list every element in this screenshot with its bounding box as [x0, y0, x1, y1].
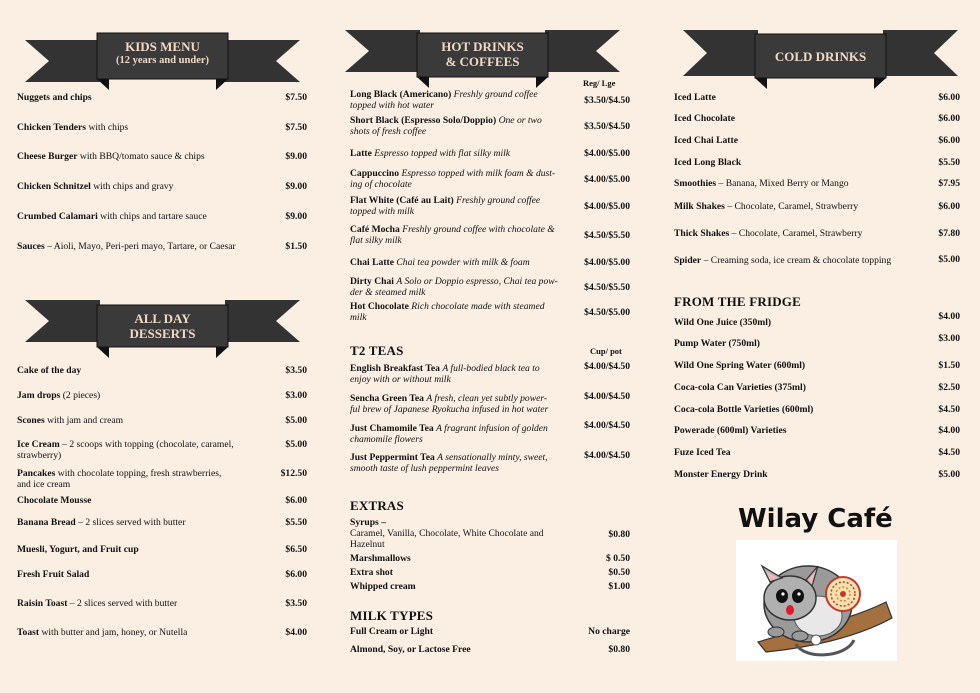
- cold-item-desc: – Banana, Mixed Berry or Mango: [718, 178, 849, 189]
- cold-item-price: $5.00: [938, 254, 960, 265]
- cold-item: [674, 201, 858, 212]
- cold-item: [674, 113, 735, 124]
- tea-item-name: Just Chamomile Tea: [350, 423, 434, 434]
- kids-item: [17, 211, 207, 222]
- kids-item-desc: with chips and gravy: [93, 181, 174, 192]
- syrups-flavours-cont: Hazelnut: [350, 539, 385, 550]
- dessert-item-name: Banana Bread: [17, 517, 76, 528]
- tea-item-desc: A fresh, clean yet subtly power-: [426, 393, 548, 404]
- fridge-item: [674, 404, 813, 415]
- cold-item-price: $6.00: [938, 201, 960, 212]
- dessert-item-desc: (2 pieces): [62, 390, 101, 401]
- kids-item-price: $7.50: [285, 92, 307, 103]
- dessert-item-price: $12.50: [280, 468, 307, 479]
- fridge-item: [674, 382, 806, 393]
- kids-item: [17, 151, 205, 162]
- cold-item-price: $5.50: [938, 157, 960, 168]
- hot-item: [350, 148, 570, 159]
- cold-item-name: Spider: [674, 255, 702, 266]
- dessert-item-name: Ice Cream: [17, 439, 60, 450]
- possum-illustration-icon: [736, 540, 897, 661]
- cold-item-name: Thick Shakes: [674, 228, 730, 239]
- cold-item-price: $7.95: [938, 178, 960, 189]
- kids-item-desc: – Aioli, Mayo, Peri-peri mayo, Tartare, or Caesar: [47, 241, 236, 252]
- tea-item-desc-cont: smooth taste of lush peppermint leaves: [350, 463, 499, 474]
- fridge-title: FROM THE FRIDGE: [674, 294, 801, 309]
- hot-item-name: Dirty Chai: [350, 276, 394, 287]
- fridge-item-name: Wild One Juice (350ml): [674, 317, 772, 328]
- dessert-item: [17, 517, 186, 528]
- hot-item-price: $4.50/$5.50: [584, 230, 630, 241]
- hot-item-price: $4.00/$5.00: [584, 148, 630, 159]
- teas-title: T2 TEAS: [350, 343, 404, 358]
- fridge-item-name: Monster Energy Drink: [674, 469, 768, 480]
- milk-title: MILK TYPES: [350, 608, 434, 623]
- tea-item-price: $4.00/$4.50: [584, 361, 630, 372]
- hot-item-price: $4.00/$5.00: [584, 174, 630, 185]
- cold-drinks-banner: [683, 30, 958, 100]
- kids-item-name: Chicken Schnitzel: [17, 181, 91, 192]
- syrups-dash: –: [378, 517, 386, 528]
- fridge-item: [674, 447, 731, 458]
- hot-item-price: $4.50/$5.00: [584, 307, 630, 318]
- dessert-item: [17, 390, 100, 401]
- extras-item-price: $0.50: [608, 567, 630, 578]
- dessert-item-name: Jam drops: [17, 390, 61, 401]
- extras-item-name: Marshmallows: [350, 553, 411, 564]
- kids-item-price: $7.50: [285, 122, 307, 133]
- dessert-item-desc: – 2 slices served with butter: [78, 517, 186, 528]
- cold-item: [674, 178, 849, 189]
- hot-item-desc: Rich chocolate made with steamed: [411, 301, 545, 312]
- milk-item: [350, 626, 433, 637]
- hot-item-desc: Espresso topped with flat silky milk: [374, 148, 511, 159]
- hot-item-desc-cont: topped with hot water: [350, 100, 434, 111]
- hot-item-desc: One or two: [498, 115, 542, 126]
- hot-item: [350, 89, 570, 111]
- dessert-item-desc: with jam and cream: [47, 415, 124, 426]
- fridge-item-price: $5.00: [938, 469, 960, 480]
- desserts-banner-line2: DESSERTS: [129, 326, 196, 341]
- tea-item-desc: A fragrant infusion of golden: [436, 423, 548, 434]
- cold-item-desc: – Creaming soda, ice cream & chocolate topping: [703, 255, 892, 266]
- fridge-item-price: $4.00: [938, 425, 960, 436]
- kids-item-price: $9.00: [285, 181, 307, 192]
- tea-item-desc-cont: ful brew of Japanese Ryokucha infused in hot water: [350, 404, 549, 415]
- dessert-item-name: Raisin Toast: [17, 598, 68, 609]
- tea-item: [350, 363, 570, 385]
- kids-item-price: $1.50: [285, 241, 307, 252]
- kids-banner-title: KIDS MENU: [125, 39, 200, 54]
- hot-item: [350, 257, 570, 268]
- hot-item-desc: Chai tea powder with milk & foam: [396, 257, 530, 268]
- dessert-item-desc: with butter and jam, honey, or Nutella: [41, 627, 188, 638]
- kids-item-name: Chicken Tenders: [17, 122, 87, 133]
- extras-item-name: Whipped cream: [350, 581, 416, 592]
- hot-col-header: Reg/ Lge: [583, 78, 616, 88]
- dessert-item: [17, 468, 267, 490]
- dessert-item-desc-cont: strawberry): [17, 450, 62, 461]
- milk-item: [350, 644, 471, 655]
- tea-item: [350, 393, 575, 415]
- syrups-flavours: Caramel, Vanilla, Chocolate, White Chocolate and: [350, 528, 544, 539]
- extras-item-name: Extra shot: [350, 567, 393, 578]
- hot-item: [350, 115, 570, 137]
- cold-item-name: Smoothies: [674, 178, 717, 189]
- extras-title: EXTRAS: [350, 498, 404, 513]
- hot-item-price: $3.50/$4.50: [584, 95, 630, 106]
- fridge-item-price: $4.50: [938, 404, 960, 415]
- cold-item: [674, 135, 738, 146]
- tea-item-price: $4.00/$4.50: [584, 450, 630, 461]
- tea-item-name: Just Peppermint Tea: [350, 452, 435, 463]
- milk-item-price: No charge: [588, 626, 630, 637]
- hot-item-desc: Espresso topped with milk foam & dust-: [401, 168, 556, 179]
- kids-item-name: Nuggets and chips: [17, 92, 92, 103]
- dessert-item: [17, 544, 139, 555]
- dessert-item-name: Muesli, Yogurt, and Fruit cup: [17, 544, 139, 555]
- fridge-item-price: $4.50: [938, 447, 960, 458]
- cafe-logo-title: Wilay Café: [738, 504, 893, 534]
- cold-item: [674, 228, 862, 239]
- hot-item-desc-cont: topped with milk: [350, 206, 414, 217]
- kids-menu-banner: [25, 30, 300, 100]
- extras-item: [350, 567, 393, 578]
- hot-item: [350, 276, 570, 298]
- dessert-item-name: Scones: [17, 415, 45, 426]
- cold-item-name: Iced Long Black: [674, 157, 742, 168]
- cold-item-name: Iced Chai Latte: [674, 135, 738, 146]
- dessert-item-desc: – 2 scoops with topping (chocolate, caramel,: [62, 439, 234, 450]
- kids-item-desc: with chips: [88, 122, 129, 133]
- hot-banner-line2: & COFFEES: [445, 54, 520, 69]
- dessert-item-price: $6.00: [285, 495, 307, 506]
- cold-item-name: Milk Shakes: [674, 201, 725, 212]
- fridge-item: [674, 425, 786, 436]
- extras-syrups: [350, 517, 580, 550]
- dessert-item-desc-cont: and ice cream: [17, 479, 71, 490]
- fridge-item-name: Wild One Spring Water (600ml): [674, 360, 806, 371]
- fridge-item-name: Powerade (600ml) Varieties: [674, 425, 787, 436]
- cold-item: [674, 92, 716, 103]
- hot-item: [350, 168, 570, 190]
- hot-item-name: Flat White (Café au Lait): [350, 195, 454, 206]
- kids-item-desc: with BBQ/tomato sauce & chips: [79, 151, 205, 162]
- extras-item-price: $1.00: [608, 581, 630, 592]
- kids-item: [17, 181, 173, 192]
- tea-item-desc-cont: enjoy with or without milk: [350, 374, 451, 385]
- tea-item-desc-cont: chamomile flowers: [350, 434, 423, 445]
- dessert-item-price: $3.50: [285, 598, 307, 609]
- milk-item-name: Almond, Soy, or Lactose Free: [350, 644, 471, 655]
- tea-item-name: English Breakfast Tea: [350, 363, 440, 374]
- fridge-item: [674, 360, 805, 371]
- hot-item-desc: Freshly ground coffee: [453, 89, 538, 100]
- dessert-item-name: Fresh Fruit Salad: [17, 569, 90, 580]
- hot-item-desc-cont: shots of fresh coffee: [350, 126, 427, 137]
- tea-item-desc: A full-bodied black tea to: [442, 363, 540, 374]
- hot-item-name: Latte: [350, 148, 372, 159]
- kids-banner-subtitle: (12 years and under): [115, 55, 210, 66]
- fridge-item: [674, 469, 768, 480]
- cold-item-price: $6.00: [938, 92, 960, 103]
- dessert-item-price: $5.00: [285, 439, 307, 450]
- fridge-item-name: Fuze Iced Tea: [674, 447, 731, 458]
- dessert-item-name: Cake of the day: [17, 365, 82, 376]
- syrups-name: Syrups: [350, 517, 379, 528]
- tea-item-price: $4.00/$4.50: [584, 420, 630, 431]
- kids-item: [17, 241, 236, 252]
- kids-item: [17, 92, 92, 103]
- hot-item: [350, 301, 570, 323]
- dessert-item: [17, 365, 81, 376]
- hot-item-name: Chai Latte: [350, 257, 394, 268]
- tea-item: [350, 452, 570, 474]
- fridge-item: [674, 317, 771, 328]
- dessert-item-desc: – 2 slices served with butter: [69, 598, 178, 609]
- teas-col-header: Cup/ pot: [590, 346, 622, 356]
- hot-item-name: Café Mocha: [350, 224, 400, 235]
- fridge-item-name: Pump Water (750ml): [674, 338, 760, 349]
- dessert-item: [17, 627, 187, 638]
- dessert-item-name: Pancakes: [17, 468, 56, 479]
- cold-item-price: $7.80: [938, 228, 960, 239]
- hot-item-price: $3.50/$4.50: [584, 121, 630, 132]
- hot-item-desc-cont: der & steamed milk: [350, 287, 426, 298]
- dessert-item: [17, 415, 123, 426]
- dessert-item-name: Chocolate Mousse: [17, 495, 92, 506]
- extras-item: [350, 553, 411, 564]
- dessert-item-price: $3.50: [285, 365, 307, 376]
- fridge-item-name: Coca-cola Bottle Varieties (600ml): [674, 404, 814, 415]
- hot-item-name: Cappuccino: [350, 168, 400, 179]
- milk-item-price: $0.80: [608, 644, 630, 655]
- cold-item: [674, 157, 741, 168]
- syrups-price: $0.80: [608, 529, 630, 540]
- tea-item-desc: A sensationally minty, sweet,: [437, 452, 548, 463]
- kids-item: [17, 122, 128, 133]
- tea-item-name: Sencha Green Tea: [350, 393, 424, 404]
- dessert-item-price: $6.00: [285, 569, 307, 580]
- hot-item-price: $4.50/$5.50: [584, 282, 630, 293]
- extras-item: [350, 581, 416, 592]
- cold-item-desc: – Chocolate, Caramel, Strawberry: [731, 228, 863, 239]
- kids-item-desc: with chips and tartare sauce: [100, 211, 207, 222]
- hot-item-desc: A Solo or Doppio espresso, Chai tea pow-: [396, 276, 558, 287]
- hot-item-desc-cont: flat silky milk: [350, 235, 402, 246]
- cold-item: [674, 255, 891, 266]
- fridge-item-name: Coca-cola Can Varieties (375ml): [674, 382, 806, 393]
- dessert-item: [17, 495, 91, 506]
- kids-item-price: $9.00: [285, 211, 307, 222]
- dessert-item: [17, 439, 267, 461]
- cold-item-price: $6.00: [938, 135, 960, 146]
- dessert-item-desc: with chocolate topping, fresh strawberries,: [57, 468, 222, 479]
- desserts-banner-line1: ALL DAY: [134, 311, 191, 326]
- hot-item: [350, 224, 570, 246]
- tea-item: [350, 423, 570, 445]
- dessert-item-name: Toast: [17, 627, 40, 638]
- cold-item-desc: – Chocolate, Caramel, Strawberry: [727, 201, 859, 212]
- desserts-banner: [25, 300, 300, 370]
- cold-item-name: Iced Latte: [674, 92, 716, 103]
- fridge-item-price: $4.00: [938, 311, 960, 322]
- hot-item: [350, 195, 570, 217]
- kids-item-price: $9.00: [285, 151, 307, 162]
- hot-item-desc-cont: milk: [350, 312, 367, 323]
- kids-item-name: Crumbed Calamari: [17, 211, 98, 222]
- milk-item-name: Full Cream or Light: [350, 626, 434, 637]
- dessert-item-price: $3.00: [285, 390, 307, 401]
- hot-item-name: Hot Chocolate: [350, 301, 409, 312]
- kids-item-name: Sauces: [17, 241, 45, 252]
- fridge-item: [674, 338, 760, 349]
- kids-item-name: Cheese Burger: [17, 151, 78, 162]
- hot-item-name: Short Black (Espresso Solo/Doppio): [350, 115, 497, 126]
- dessert-item-price: $4.00: [285, 627, 307, 638]
- cold-banner-title: COLD DRINKS: [774, 49, 867, 64]
- fridge-item-price: $1.50: [938, 360, 960, 371]
- hot-banner-line1: HOT DRINKS: [441, 39, 524, 54]
- hot-item-price: $4.00/$5.00: [584, 201, 630, 212]
- extras-item-price: $ 0.50: [606, 553, 630, 564]
- dessert-item: [17, 598, 177, 609]
- dessert-item-price: $5.50: [285, 517, 307, 528]
- hot-item-name: Long Black (Americano): [350, 89, 452, 100]
- dessert-item-price: $5.00: [285, 415, 307, 426]
- hot-item-desc: Freshly ground coffee: [456, 195, 541, 206]
- hot-item-desc: Freshly ground coffee with chocolate &: [402, 224, 555, 235]
- cold-item-price: $6.00: [938, 113, 960, 124]
- cold-item-name: Iced Chocolate: [674, 113, 736, 124]
- tea-item-price: $4.00/$4.50: [584, 391, 630, 402]
- dessert-item: [17, 569, 89, 580]
- fridge-item-price: $3.00: [938, 333, 960, 344]
- fridge-item-price: $2.50: [938, 382, 960, 393]
- hot-item-desc-cont: ing of chocolate: [350, 179, 412, 190]
- hot-item-price: $4.00/$5.00: [584, 257, 630, 268]
- dessert-item-price: $6.50: [285, 544, 307, 555]
